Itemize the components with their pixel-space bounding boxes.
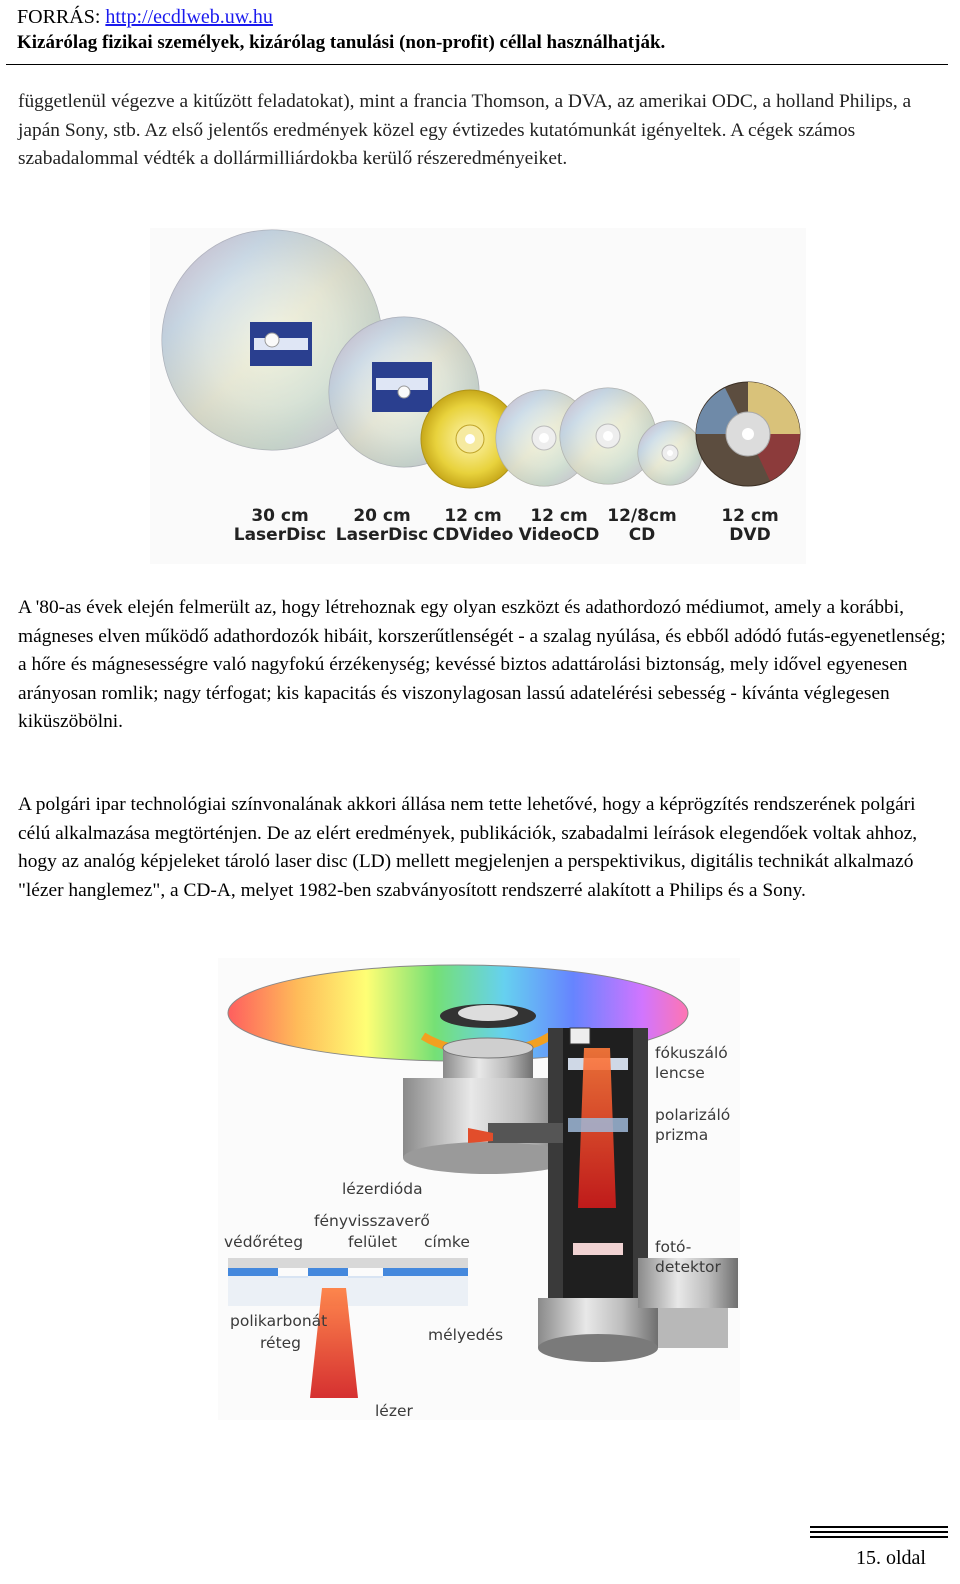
label-name-1: LaserDisc: [233, 525, 327, 545]
cd-mechanism-figure: [218, 958, 740, 1420]
label-vedoreteg: védőréteg: [224, 1233, 304, 1251]
label-fokuszalo-1: fókuszáló: [655, 1044, 728, 1062]
label-name-5: CD: [628, 525, 656, 545]
label-fenyvisszavero-1: fényvisszaverő: [314, 1212, 430, 1230]
label-polarizalo-1: polarizáló: [655, 1106, 731, 1124]
label-name-2: LaserDisc: [335, 525, 429, 545]
label-name-3: CDVideo: [432, 525, 514, 545]
label-cimke: címke: [424, 1233, 470, 1251]
footer-rule-3: [810, 1536, 948, 1538]
disc-labels: [234, 506, 779, 545]
source-line: [17, 4, 947, 31]
source-prefix: FORRÁS:: [17, 6, 106, 28]
footer-rule-1: [810, 1526, 948, 1528]
label-lezer: lézer: [375, 1402, 413, 1420]
label-fenyvisszavero-2: felület: [348, 1233, 398, 1251]
source-link[interactable]: http://ecdlweb.uw.hu: [105, 6, 273, 28]
label-fokuszalo-2: lencse: [655, 1064, 705, 1082]
label-name-6: DVD: [729, 525, 771, 545]
dvd-icon: [696, 382, 800, 486]
label-polikarbonat-2: réteg: [260, 1334, 302, 1352]
label-melyedes: mélyedés: [428, 1326, 504, 1344]
header-divider: [6, 64, 948, 65]
page-header: [17, 4, 947, 55]
disc-formats-figure: [150, 228, 806, 564]
cd-12-icon: [560, 388, 656, 484]
paragraph-1: függetlenül végezve a kitűzött feladatokat), mint a francia Thomson, a DVA, az amerikai ODC, a holland Philips, a japán Sony, stb. Az első jelentős eredmények közel egy évtizedes kutatómunkát igényeltek. A cégek számos szabadalommal védték a dollármilliárdokba kerülő részeredményeiket.: [18, 91, 912, 170]
page-number: 15. oldal: [856, 1547, 926, 1569]
label-fotodetektor-1: fotó-: [655, 1238, 692, 1256]
footer-rule-2: [810, 1531, 948, 1533]
label-size-5: 12/8cm: [607, 506, 677, 526]
label-size-2: 20 cm: [353, 506, 411, 526]
usage-notice: Kizárólag fizikai személyek, kizárólag tanulási (non-profit) céllal használhatják.: [17, 32, 666, 53]
label-polarizalo-2: prizma: [655, 1126, 709, 1144]
label-size-6: 12 cm: [721, 506, 779, 526]
cd-8-icon: [638, 421, 702, 485]
label-polikarbonat-1: polikarbonát: [230, 1312, 328, 1330]
label-lezerdioda: lézerdióda: [342, 1180, 423, 1198]
optical-unit-icon: [538, 1028, 658, 1362]
label-name-4: VideoCD: [518, 525, 600, 545]
label-fotodetektor-2: detektor: [655, 1258, 721, 1276]
paragraph-2: A '80-as évek elején felmerült az, hogy létrehoznak egy olyan eszközt és adathordozó médiumot, amely a korábbi, mágneses elven működő adathordozók hibáit, korszerűtlenségét - a szalag nyúlása, és ebből adódó futás-egyenetlenség; a hőre és mágnesességre való nagyfokú érzékenység; kevéssé biztos adattárolási biztonság, mely idővel egyenesen arányosan romlik; nagy térfogat; kis kapacitás és viszonylagosan lassú adatelérési sebesség - kívánta véglegesen kiküszöbölni.: [18, 597, 946, 733]
label-size-3: 12 cm: [444, 506, 502, 526]
label-size-1: 30 cm: [251, 506, 309, 526]
label-size-4: 12 cm: [530, 506, 588, 526]
paragraph-3: A polgári ipar technológiai színvonalának akkori állása nem tette lehetővé, hogy a képrögzítés rendszerének polgári célú alkalmazása megtörténjen. De az elért eredmények, publikációk, szabadalmi leírások elegendőek voltak ahhoz, hogy az analóg képjeleket tároló laser disc (LD) mellett megjelenjen a perspektivikus, digitális technikát alkalmazó "lézer hanglemez", a CD-A, melyet 1982-ben szabványosított rendszerré alakított a Philips és a Sony.: [18, 794, 918, 901]
